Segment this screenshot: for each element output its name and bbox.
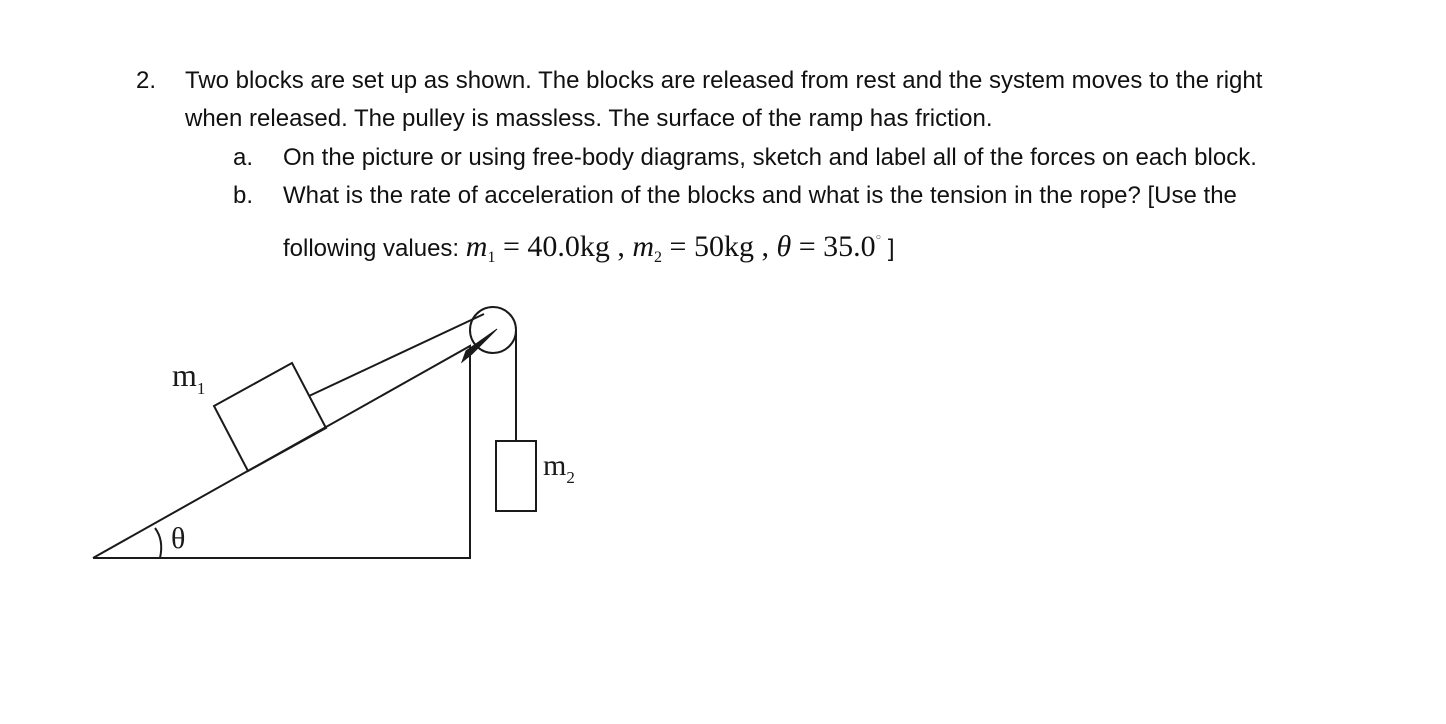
degree-mark: ° (875, 233, 882, 248)
m2-symbol: m (632, 230, 655, 263)
m2-subscript: 2 (654, 249, 663, 266)
rope-incline (309, 314, 484, 396)
question-stem-line-1: Two blocks are set up as shown. The blocks are released from rest and the system moves to the right (185, 67, 1263, 94)
block-m1 (214, 363, 326, 471)
angle-arc (155, 528, 161, 558)
angle-label: θ (171, 522, 186, 555)
part-b-letter: b. (233, 182, 254, 209)
part-b-text: What is the rate of acceleration of the blocks and what is the tension in the rope? [Use the (283, 182, 1237, 209)
m2-value: = 50kg (662, 230, 754, 263)
theta-value: = 35.0 (791, 230, 876, 263)
closing-bracket: ] (881, 235, 895, 262)
block-m2 (496, 441, 536, 511)
m1-subscript: 1 (487, 249, 496, 266)
m1-value: = 40.0kg (495, 230, 610, 263)
separator-1: , (609, 230, 633, 263)
part-a-text: On the picture or using free-body diagrams, sketch and label all of the forces on each block. (283, 144, 1257, 171)
m2-label: $m_2$ (543, 449, 575, 487)
question-number: 2. (136, 67, 157, 94)
question-stem-line-2: when released. The pulley is massless. The surface of the ramp has friction. (185, 105, 993, 132)
given-values-intro: following values: (283, 235, 466, 262)
separator-2: , (753, 230, 777, 263)
m1-label: $m_1$ (172, 357, 206, 398)
theta-symbol: θ (776, 230, 792, 263)
m1-symbol: m (465, 230, 488, 263)
part-a-letter: a. (233, 144, 254, 171)
pulley-mount (462, 329, 497, 362)
